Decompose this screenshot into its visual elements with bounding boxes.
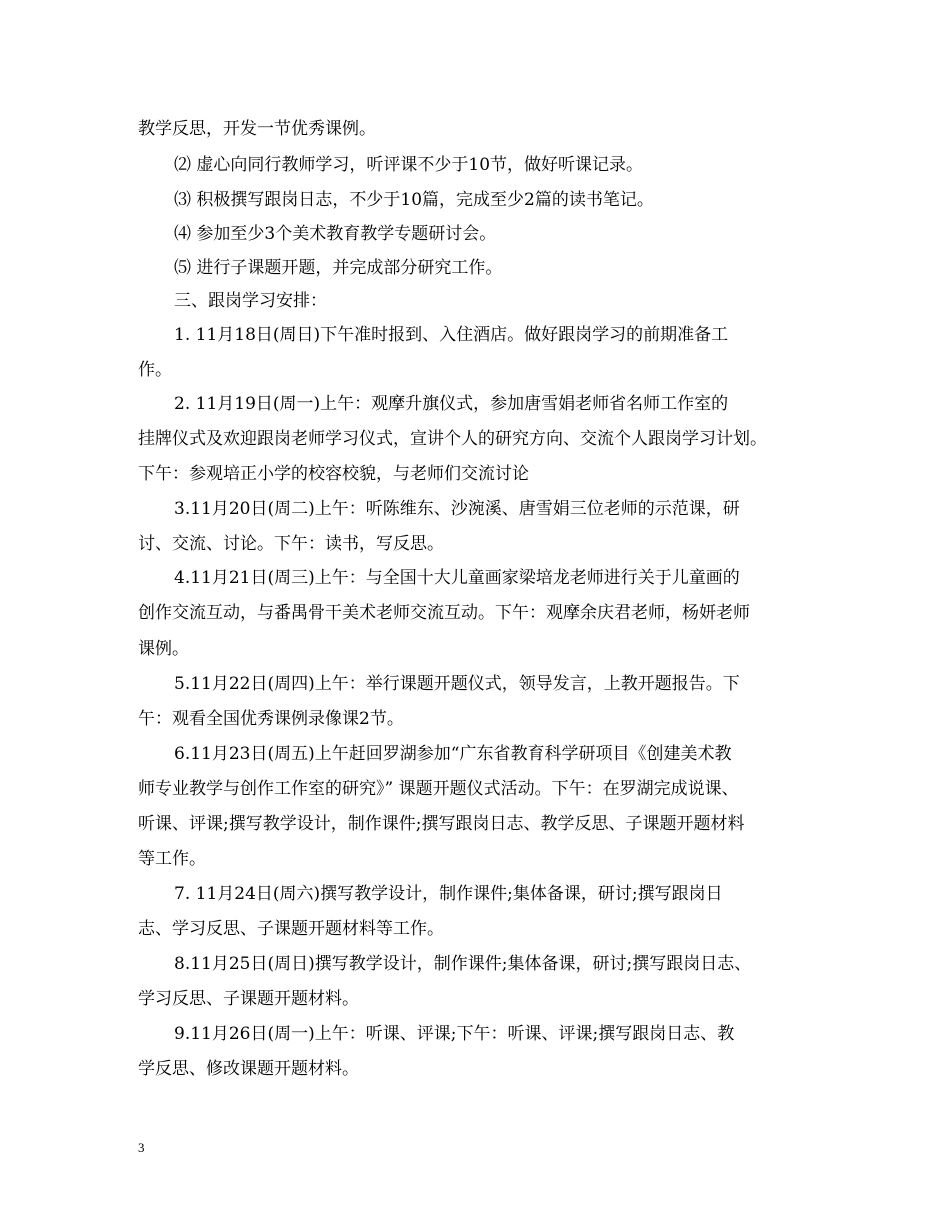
text-line-23: 7. 11月24日(周六)撰写教学设计，制作课件;集体备课，研讨;撰写跟岗日	[174, 884, 723, 904]
text-line-5: ⑸ 进行子课题开题，并完成部分研究工作。	[174, 258, 503, 278]
text-line-2: ⑵ 虚心向同行教师学习，听评课不少于10节，做好听课记录。	[174, 155, 644, 175]
text-line-1: 教学反思，开发一节优秀课例。	[138, 119, 376, 139]
section-heading: 三、跟岗学习安排：	[174, 291, 327, 311]
text-line-26: 学习反思、子课题开题材料。	[138, 989, 359, 1009]
text-line-18: 午：观看全国优秀课例录像课2节。	[138, 709, 404, 729]
page-number: 3	[138, 1140, 145, 1155]
text-line-27: 9.11月26日(周一)上午：听课、评课;下午：听课、评课;撰写跟岗日志、教	[174, 1024, 735, 1044]
text-line-19: 6.11月23日(周五)上午赶回罗湖参加“广东省教育科学研项目《创建美术教	[174, 744, 732, 764]
text-line-25: 8.11月25日(周日)撰写教学设计，制作课件;集体备课，研讨;撰写跟岗日志、	[174, 954, 752, 974]
text-line-7: 1. 11月18日(周日)下午准时报到、入住酒店。做好跟岗学习的前期准备工	[174, 325, 729, 345]
text-line-24: 志、学习反思、子课题开题材料等工作。	[138, 919, 444, 939]
text-line-8: 作。	[138, 360, 172, 380]
text-line-20: 师专业教学与创作工作室的研究》” 课题开题仪式活动。下午：在罗湖完成说课、	[138, 779, 739, 799]
text-line-14: 4.11月21日(周三)上午：与全国十大儿童画家梁培龙老师进行关于儿童画的	[174, 568, 740, 588]
text-line-11: 下午：参观培正小学的校容校貌，与老师们交流讨论	[138, 464, 529, 484]
text-line-15: 创作交流互动，与番禺骨干美术老师交流互动。下午：观摩余庆君老师，杨妍老师	[138, 603, 750, 623]
text-line-21: 听课、评课;撰写教学设计，制作课件;撰写跟岗日志、教学反思、子课题开题材料	[138, 814, 745, 834]
text-line-12: 3.11月20日(周二)上午：听陈维东、沙涴溪、唐雪娟三位老师的示范课，研	[174, 499, 740, 519]
text-line-10: 挂牌仪式及欢迎跟岗老师学习仪式，宣讲个人的研究方向、交流个人跟岗学习计划。	[138, 429, 767, 449]
text-line-3: ⑶ 积极撰写跟岗日志，不少于10篇，完成至少2篇的读书笔记。	[174, 190, 654, 210]
text-line-4: ⑷ 参加至少3个美术教育教学专题研讨会。	[174, 224, 497, 244]
text-line-9: 2. 11月19日(周一)上午：观摩升旗仪式，参加唐雪娟老师省名师工作室的	[174, 394, 729, 414]
text-line-16: 课例。	[138, 639, 189, 659]
text-line-17: 5.11月22日(周四)上午：举行课题开题仪式，领导发言，上教开题报告。下	[174, 674, 740, 694]
text-line-28: 学反思、修改课题开题材料。	[138, 1059, 359, 1079]
text-line-22: 等工作。	[138, 849, 206, 869]
text-line-13: 讨、交流、讨论。下午：读书，写反思。	[138, 534, 444, 554]
